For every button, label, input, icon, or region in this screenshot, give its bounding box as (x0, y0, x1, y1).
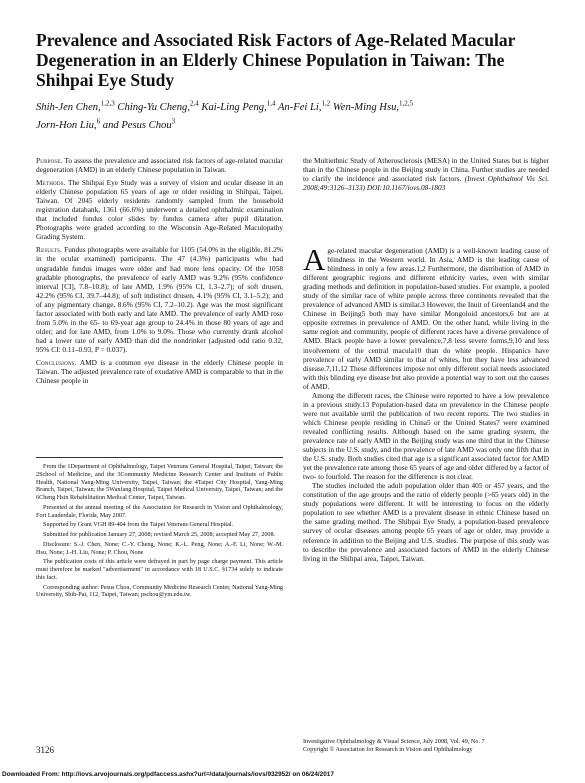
footnote-divider (36, 457, 283, 458)
abstract (36, 156, 283, 389)
author: and Pesus Chou$^3$ (102, 117, 176, 132)
funding-note: Supported by Grant VGH 89-404 from the Taipei Veterans General Hospital. (43, 521, 234, 529)
journal-info: Investigative Ophthalmology & Visual Science, July 2008, Vol. 49, No. 7 Copyright © Association for Research in Vision and Ophthalmology (303, 738, 485, 753)
abstract-purpose: Purpose. To assess the prevalence and associated risk factors of age-related macular degeneration (AMD) in an elderly Chinese population in Taiwan. (36, 156, 283, 175)
author-list (36, 96, 556, 133)
download-footer: Downloaded From: http://iovs.arvojournals.org/pdfaccess.ashx?url=/data/journals/iovs/932952/ on 06/24/2017 (2, 771, 334, 778)
affiliations-text: From the 1Department of Ophthalmology, Taipei Veterans General Hospital, Taipei, Taiwan; the 2School of Medicine, and the 3Community Medicine Research Center and Institute of Public Health, National Yang-Ming University, Taipei, Taiwan; the 4Taipei City Hospital, Yang-Ming Branch, Taipei, Taiwan; the 5Wanfang Hospital, Taipei Medical University, Taipei, Taiwan; and the 6Cheng Hsin Rehabilitation Medical Center, Taipei, Taiwan. (36, 463, 283, 501)
abstract-results: Results. Fundus photographs were available for 1105 (54.0% in the eligible, 81.2% in the ocular examined) participants. The 47 (4.3%) participants who had ungradable fundus images were older and had more lens opacity. Of the 1058 gradable photographs, the prevalence of early AMD was 9.2% (95% confidence interval [CI], 7.8–10.8); of late AMD, 1.9% (95% CI, 1.3–2.7); of soft drusen, 42.2% (95% CI, 39.7–44.8); of soft indistinct drusen, 4.1% (95% CI, 3.1–5.2); and of any pigmentary change, 8.6% (95% CI, 7.2–10.2). Age was the most significant factor associated with both early and late AMD. The prevalence of early AMD rose from 5.0% in the 65- to 69-year age group to 24.4% in those 80 years of age and older; and for late AMD, from 1.0% to 9.0%. Those who currently drank alcohol had a lower rate of early AMD than did the nondrinker (adjusted odd ratio 0.32, 95% CI: 0.11–0.93, P = 0.037). (36, 245, 284, 354)
disclosure-note: Disclosure: S.-J. Chen, None; C.-Y. Cheng, None; K.-L. Peng, None; A.-F. Li, None; W.-M. Hsu, None; J.-H. Liu, None; P. Chou, None (36, 540, 283, 556)
abstract-continuation: the Multiethnic Study of Atherosclerosis (MESA) in the United States but is higher than in the Chinese people in the Beijing study in China. Further studies are needed to clarify the incidence and associated risk factors. (Invest Ophthalmol Vis Sci. 2008;49:3126–3133) DOI:10.1167/iovs.08-1803 (303, 156, 550, 193)
author: Ching-Yu Cheng,$^{2,4}$ (117, 99, 199, 113)
author: Kai-Ling Peng,$^{1,4}$ (201, 99, 276, 113)
drop-cap: A (303, 242, 326, 277)
intro-paragraph: Age-related macular degeneration (AMD) is a well-known leading cause of blindness in the Western world. In Asia, AMD is the leading cause of blindness in only a few areas.1,2 Furthermore, the distribution of AMD in different geographic regions and different ethnicity varies, even with similar grading methods and definition in population-based studies. For example, a pooled study of the similar race of white people across three continents revealed that the prevalence of advanced AMD is similar.3 However, the Inuit of Greenland4 and the Chinese in Beijing5 both may have similar Mongoloid ancestors,6 but are at opposite extremes in prevalence of AMD. On the other hand, while living in the same region and community, people of different races have a diverse prevalence of AMD. Black people have a lower prevalence,7,8 less severe forms,9,10 and less involvement of the central macula10 than do white people. Hispanics have prevalence of early AMD similar to that of whites, but they have less advanced disease.7,11,12 These differences impose not only different social needs associated with this blinding eye disease but also provide a potential way to sort out the causes of AMD. (303, 242, 549, 391)
citation: (Invest Ophthalmol Vis Sci. 2008;49:3126–3133) DOI:10.1167/iovs.08-1803 (303, 174, 550, 193)
author: Shih-Jen Chen,$^{1,2,3}$ (36, 99, 115, 113)
affiliations-footnote (36, 463, 283, 601)
page-number: 3126 (36, 745, 54, 755)
abstract-conclusions: Conclusions. AMD is a common eye disease in the elderly Chinese people in Taiwan. The adjusted prevalence rate of exudative AMD is comparable to that in the Chinese people in (36, 357, 284, 386)
presentation-note: Presented at the annual meeting of the Association for Research in Vision and Ophthalmology, Fort Lauderdale, Florida, May 2007. (36, 503, 283, 519)
author: Wen-Ming Hsu,$^{1,2,5}$ (332, 99, 414, 113)
introduction-text (303, 242, 549, 563)
intro-paragraph: The studies included the adult population older than 405 or 457 years, and the constitution of the age groups and the ratio of elderly people (>65 years old) in the study populations were different. It will be interesting to focus on the elderly population to see whether AMD is a prevalent disease in ethnic Chinese based on the same grading method. The Shihpai Eye Study, a population-based prevalence survey of ocular diseases among people 65 years of age or older, may provide a reference in addition to the Beijing and U.S. studies. The purpose of this study was to describe the prevalence and associated factors of AMD in the elderly Chinese living in the Shihpai area, Taipei, Taiwan. (303, 481, 549, 563)
author: An-Fei Li,$^{1,2}$ (277, 99, 331, 113)
author: Jorn-Hon Liu,$^6$ (36, 117, 101, 132)
submission-dates: Submitted for publication January 27, 2008; revised March 25, 2008; accepted May 27, 2008. (43, 531, 276, 538)
article-title: Prevalence and Associated Risk Factors of Age-Related Macular Degeneration in an Elderly Chinese Population in Taiwan: The Shihpai Eye Study (36, 30, 516, 90)
intro-paragraph: Among the different races, the Chinese were reported to have a low prevalence in a previous study.13 Population-based data on prevalence in the Chinese people were not available until the publication of two recent reports. The two studies in which Chinese people residing in China5 or the United States7 were examined revealed conflicting results. Although based on the same grading system, the prevalence rate of early AMD in the Beijing study was one third that in the Chinese subjects in the U.S. study, and the prevalence of late AMD was only one fifth that in the U.S. study. Both studies cited that age is a significant associated factor for AMD yet the prevalence rate among those 65 years of age and older differed by a factor of two- to fourfold. The reason for the difference is not clear. (303, 390, 549, 482)
publication-costs-note: The publication costs of this article were defrayed in part by page charge payment. This article must therefore be marked "advertisement" in accordance with 18 U.S.C. §1734 solely to indicate this fact. (36, 558, 283, 581)
abstract-methods: Methods. The Shihpai Eye Study was a survey of vision and ocular disease in an elderly Chinese population 65 years of age or older residing in Shihpai, Taipei, Taiwan. Of 2045 elderly residents randomly sampled from the household registration databank, 1361 (66.6%) underwent a detailed ophthalmic examination that included fundus color slides by fundus camera after pupil dilatation. Photographs were graded according to the Wisconsin Age-Related Maculopathy Grading System. (36, 178, 284, 242)
corresponding-author: Corresponding author: Pesus Chou, Community Medicine Research Center, National Yang-Ming University, Shih-Pai, 112, Taipei, Taiwan; pschou@ym.edu.tw. (36, 583, 284, 599)
